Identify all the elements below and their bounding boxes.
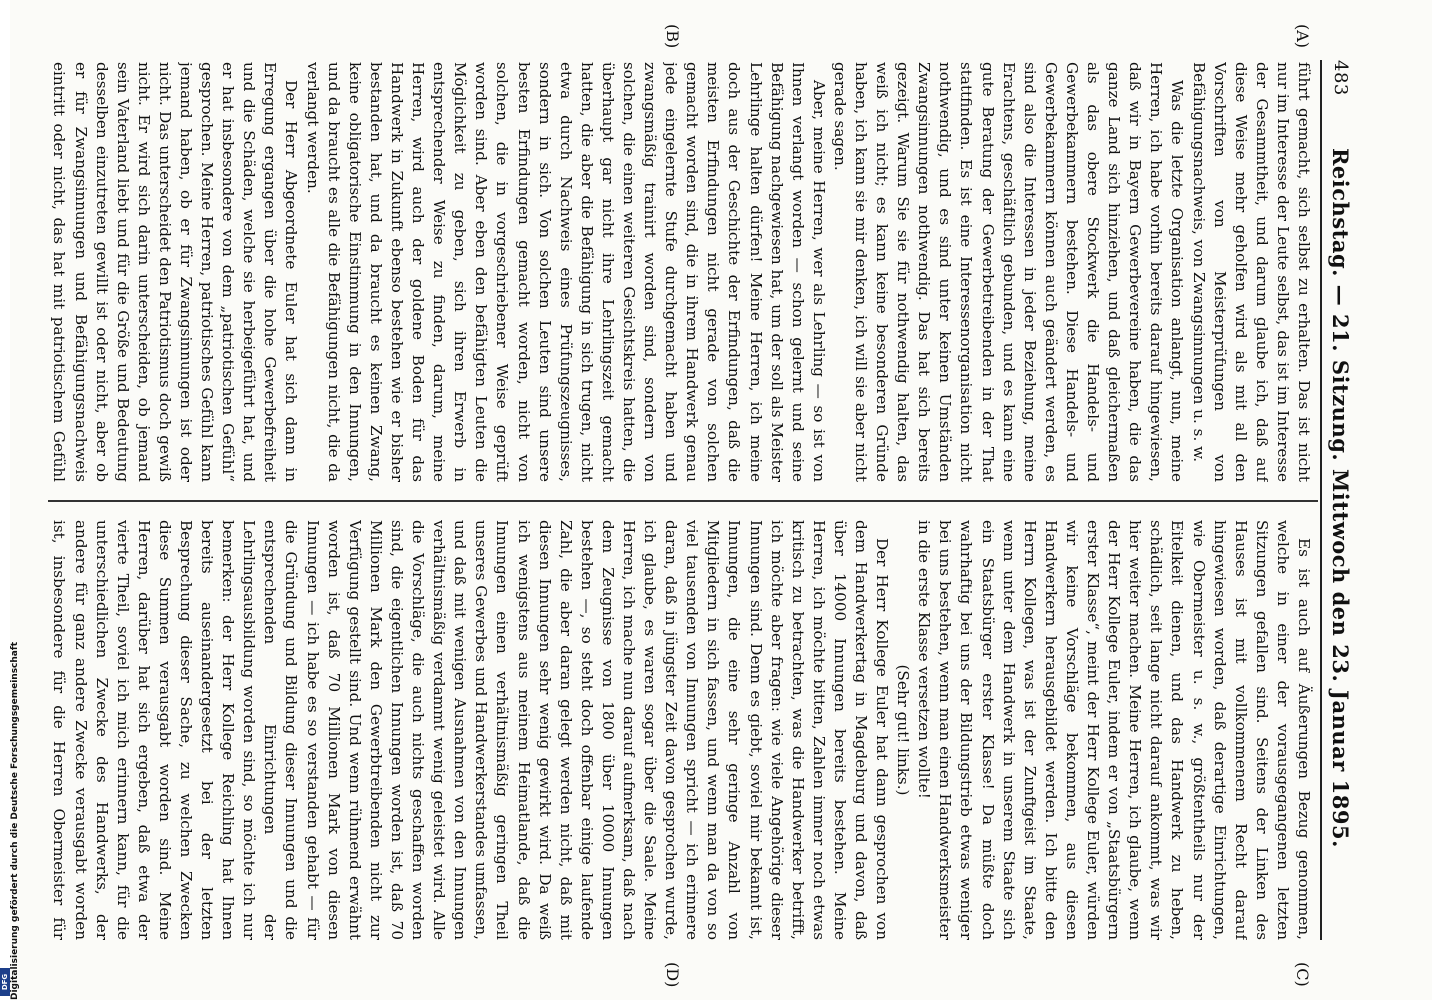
applause-note: (Sehr gut! links.) bbox=[894, 664, 913, 796]
left-column bbox=[49, 62, 1314, 482]
margin-marker-c: (C) bbox=[1293, 962, 1312, 987]
page-number: 483 bbox=[1330, 60, 1352, 96]
margin-marker-b: (B) bbox=[663, 24, 682, 49]
page-title: Reichstag. — 21. Sitzung. Mittwoch den 23. Januar 1895. bbox=[1328, 147, 1354, 848]
paragraph: Was die letzte Organisation anlangt, nun, meine Herren, ich habe vorhin bereits darauf hingewiesen, daß wir in Bayern Gewerbevereine haben, die das ganze Land sich hinziehen, und daß gleichermaßen als das obere Stockwerk die Handels- und Gewerbekammern bestehen. Diese Handels- und Gewerbekammern können auch geändert werden, es sind also die Interessen in jeder Beziehung, meine Erachtens, geschäftlich gebunden, und es kann eine gute Beratung der Gewerbetreibenden in der That stattfinden. Es ist eine Interessenorganisation nicht nothwendig, und es sind unter keinen Umständen Zwangsinnungen nothwendig. Das hat sich bereits gezeigt. Warum Sie sie für nothwendig halten, das weiß ich nicht; es kann keine besonderen Gründe haben, ich kann sie mir denken, ich will sie aber nicht gerade sagen. bbox=[830, 62, 1187, 482]
margin-marker-a: (A) bbox=[1293, 24, 1312, 49]
right-column bbox=[49, 520, 1314, 940]
margin-marker-d: (D) bbox=[663, 962, 682, 988]
header-rule bbox=[1320, 60, 1322, 940]
paragraph: führt gemacht, sich selbst zu erhalten. Das ist nicht nur im Interesse der Leute selbst, das ist im Interesse der Gesammtheit, und darum glaube ich, daß auf diese Weise mehr geholfen wird als mit all den Vorschriften von Meisterprüfungen von Befähigungsnachweis, von Zwangsinnungen u. s. w. bbox=[1189, 62, 1313, 482]
paragraph: Der Herr Kollege Euler hat dann gesprochen von dem Handwerkertag in Magdeburg und davon, daß über 14000 Innungen bereits bestehen. Meine Herren, ich möchte bitten, Zahlen immer noch etwas kritisch zu betrachten, was die Handwerker betrifft, ich möchte aber fragen: wie viele Angehörige dieser Innungen sind. Denn es giebt, soviel mir bekannt ist, Innungen, die eine sehr geringe Anzahl von Mitgliedern in sich fassen, und wenn man da von so viel tausenden von Innungen spricht — ich erinnere daran, daß in jüngster Zeit davon gesprochen wurde, ich glaube, es waren sogar über die Saale. Meine Herren, ich mache nun darauf aufmerksam, daß nach dem Zeugnisse von 1800 über 10000 Innungen bestehen —, so steht doch offenbar einige laufende Zahl, die aber daran gelegt werden nicht, daß mit diesen Innungen sehr wenig gewirkt wird. Da weiß ich wenigstens aus meinem Heimatlande, daß die Innungen einen verhältnismäßig geringen Theil unseres Gewerbes und Handwerkerstandes umfassen, und daß mit wenigen Ausnahmen von den Innungen verhältnismäßig verdammt wenig geleistet wird. Alle die Vorschläge, die auch nichts geschaffen worden sind, die eigentlichen Innungen worden ist, daß 70 Millionen Mark den Gewerbtreibenden nicht zur Verfügung gestellt sind. Und wenn rühmend erwähnt worden ist, daß 70 Millionen Mark von diesen Innungen — ich habe es so verstanden gehabt — für die Gründung und Bildung dieser Innungen und die entsprechenden Einrichtungen der Lehrlingsausbildung worden sind, so möchte ich nur bemerken: der Herr Kollege Reichling hat Ihnen bereits auseinandergesetzt bei der letzten Besprechung dieser Sache, zu welchen Zwecken diese Summen verausgabt worden sind. Meine Herren, darüber hat sich ergeben, daß etwa der vierte Theil, soviel ich mich erinnern kann, für die unterschiedlichen Zwecke des Handwerks, der andere für ganz andere Zwecke verausgabt worden ist, insbesondere für die Herren Obermeister für bbox=[50, 520, 892, 940]
funding-notice: Digitalisierung gefördert durch die Deutsche Forschungsgemeinschaft bbox=[10, 641, 20, 1000]
page-header bbox=[1326, 60, 1356, 940]
dfg-imprint-strip bbox=[0, 0, 20, 1000]
scanned-page bbox=[10, 0, 1432, 1000]
paragraph: Es ist auch auf Äußerungen Bezug genommen, welche in einer der vorausgegangenen letzten Sitzungen gefallen sind. Seitens der Linken des Hauses ist mit vollkommenem Recht darauf hingewiesen worden, daß derartige Einrichtungen, wie Obermeister u. s. w., größtentheils nur der Eitelkeit dienen, und das Handwerk zu heben, schädlich, seit lange nicht darauf ankommt, was wir hier weiter machen. Meine Herren, ich glaube, wenn der Herr Kollege Euler, indem er von „Staatsbürgern erster Klasse“, meint der Herr Kollege Euler, würden wir keine Vorschläge bekommen, aus diesen Handwerkern herausgebildet werden. Ich bitte den Herrn Kollegen, was ist der Zunftgeist im Staate, wenn unter dem Handwerk in unserem Staate sich ein Staatsbürger erster Klasse! Da müßte doch wahrhaftig bei uns der Bildungstrieb etwas weniger bei uns bestehen, wenn man einen Handwerksmeister in die erste Klasse versetzen wollte! bbox=[915, 520, 1313, 940]
paragraph: Aber, meine Herren, wer als Lehrling — so ist von Ihnen verlangt worden — schon gelernt und seine Befähigung nachgewiesen hat, um der soll als Meister Lehrlinge halten dürfen! Meine Herren, ich meine doch aus der Geschichte der Erfindungen, daß die meisten Erfindungen nicht gerade von solchen gemacht worden sind, die in ihrem Handwerk genau jede eingelernte Stufe durchgemacht haben und zwangsmäßig trainirt worden sind, sondern von solchen, die einen weiteren Gesichtskreis hatten, die überhaupt gar nicht ihre Lehrlingszeit gemacht hatten, die aber die Befähigung in sich trugen, nicht etwa durch Nachweis eines Prüfungszeugnisses, sondern in sich. Von solchen Leuten sind unsere besten Erfindungen gemacht worden, nicht von solchen, die in vorgeschriebener Weise geprüft worden sind. Aber eben den befähigten Leuten die Möglichkeit zu geben, sich ihren Erwerb in entsprechender Weise zu finden, darum, meine Herren, wird auch der goldene Boden für das Handwerk in Zukunft ebenso bestehen wie er bisher bestanden hat, und da braucht es keinen Zwang, keine obligatorische Einstimmung in den Innungen, und da braucht es alle die Befähigungen nicht, die da verlangt werden. bbox=[303, 62, 828, 482]
dfg-logo: DFG bbox=[0, 968, 10, 996]
paragraph: Der Herr Abgeordnete Euler hat sich dann in Erregung ergangen über die hohe Gewerbefreiheit und die Schäden, welche sie herbeigeführt hat, und er hat insbesondere von dem „patriotischen Gefühl“ gesprochen. Meine Herren, patriotisches Gefühl kann jemand haben, ob er für Zwangsinnungen ist oder nicht. Das unterscheidet den Patriotismus doch gewiß nicht. Er wird sich darin unterscheiden, ob jemand sein Vaterland liebt und für die Größe und Bedeutung desselben einzutreten gewillt ist oder nicht, aber ob er für Zwangsinnungen und Befähigungsnachweis eintritt oder nicht, das hat mit patriotischem Gefühl bbox=[50, 62, 301, 482]
column-divider bbox=[48, 500, 1318, 502]
rotated-page-content bbox=[20, 0, 1432, 1000]
